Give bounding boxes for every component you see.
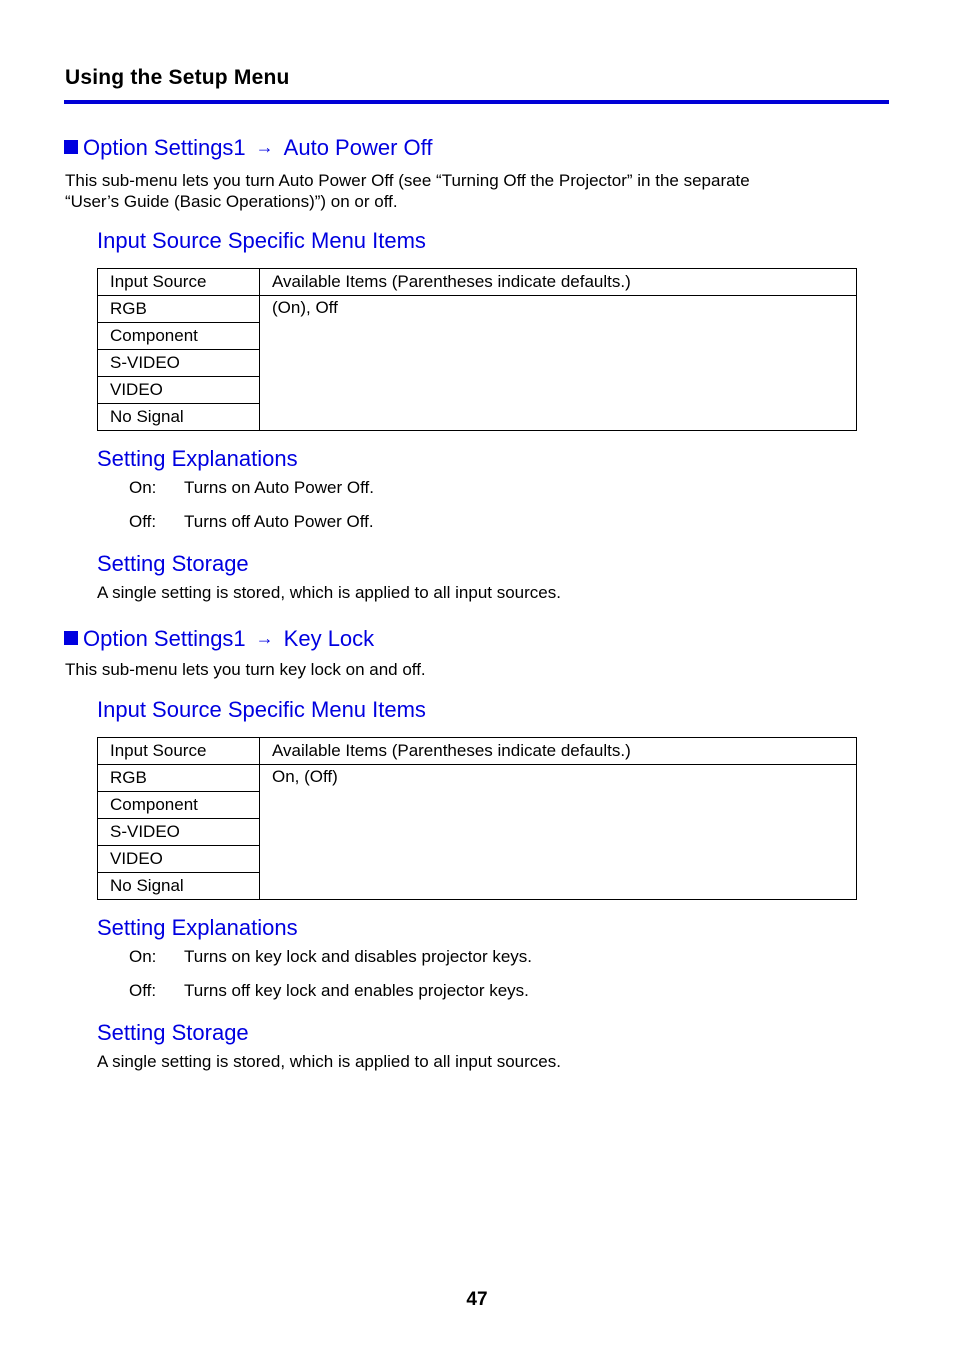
table-header-row xyxy=(98,269,857,296)
intro-line: This sub-menu lets you turn Auto Power Off (see “Turning Off the Projector” in the separate xyxy=(65,171,750,190)
explanation-text: Turns off Auto Power Off. xyxy=(184,512,374,531)
table-cell-source: S-VIDEO xyxy=(98,819,260,846)
explanation-key: Off: xyxy=(129,981,157,1000)
explanation-text: Turns on key lock and disables projector keys. xyxy=(184,947,533,966)
section-title-key-lock xyxy=(64,626,374,652)
storage-heading: Setting Storage xyxy=(97,551,249,576)
table-cell-source: S-VIDEO xyxy=(98,350,260,377)
menu-items-heading: Input Source Specific Menu Items xyxy=(97,697,426,722)
explanation-text: Turns on Auto Power Off. xyxy=(184,478,374,497)
table-cell-source: Component xyxy=(98,323,260,350)
table-cell-source: RGB xyxy=(98,765,260,792)
table-header-cell: Input Source xyxy=(98,738,260,765)
header-rule xyxy=(64,100,889,104)
intro-line: “User’s Guide (Basic Operations)”) on or off. xyxy=(65,192,398,211)
storage-text: A single setting is stored, which is applied to all input sources. xyxy=(97,1052,561,1071)
explanations-heading: Setting Explanations xyxy=(97,915,298,940)
explanations-heading: Setting Explanations xyxy=(97,446,298,471)
menu-items-heading: Input Source Specific Menu Items xyxy=(97,228,426,253)
table-cell-source: No Signal xyxy=(98,404,260,431)
section-title-prefix: Option Settings1 xyxy=(83,626,246,651)
table-cell-source: VIDEO xyxy=(98,377,260,404)
section-title-suffix: Auto Power Off xyxy=(283,135,433,160)
section-title-auto-power-off xyxy=(64,135,432,161)
table-cell-source: RGB xyxy=(98,296,260,323)
page-header: Using the Setup Menu xyxy=(65,66,290,89)
table-cell-available: On, (Off) xyxy=(260,765,857,900)
table-header-cell: Input Source xyxy=(98,269,260,296)
explanation-key: On: xyxy=(129,947,157,966)
section-intro xyxy=(65,659,426,680)
section-title-suffix: Key Lock xyxy=(283,626,375,651)
table-cell-available: (On), Off xyxy=(260,296,857,431)
table-cell-source: VIDEO xyxy=(98,846,260,873)
table-cell-source: Component xyxy=(98,792,260,819)
explanation-key: On: xyxy=(129,478,157,497)
section-intro xyxy=(65,170,750,212)
menu-items-table xyxy=(97,268,857,431)
table-header-cell: Available Items (Parentheses indicate defaults.) xyxy=(260,269,857,296)
table-header-cell: Available Items (Parentheses indicate defaults.) xyxy=(260,738,857,765)
bullet-square-icon xyxy=(64,140,78,154)
table-row xyxy=(98,296,857,323)
page-number: 47 xyxy=(466,1289,488,1310)
storage-text: A single setting is stored, which is applied to all input sources. xyxy=(97,583,561,602)
intro-line: This sub-menu lets you turn key lock on and off. xyxy=(65,660,426,679)
storage-heading: Setting Storage xyxy=(97,1020,249,1045)
arrow-icon: → xyxy=(255,628,274,648)
bullet-square-icon xyxy=(64,631,78,645)
arrow-icon: → xyxy=(255,137,274,157)
section-title-prefix: Option Settings1 xyxy=(83,135,246,160)
explanation-text: Turns off key lock and enables projector keys. xyxy=(184,981,529,1000)
menu-items-table xyxy=(97,737,857,900)
explanation-key: Off: xyxy=(129,512,157,531)
table-cell-source: No Signal xyxy=(98,873,260,900)
table-row xyxy=(98,765,857,792)
table-header-row xyxy=(98,738,857,765)
